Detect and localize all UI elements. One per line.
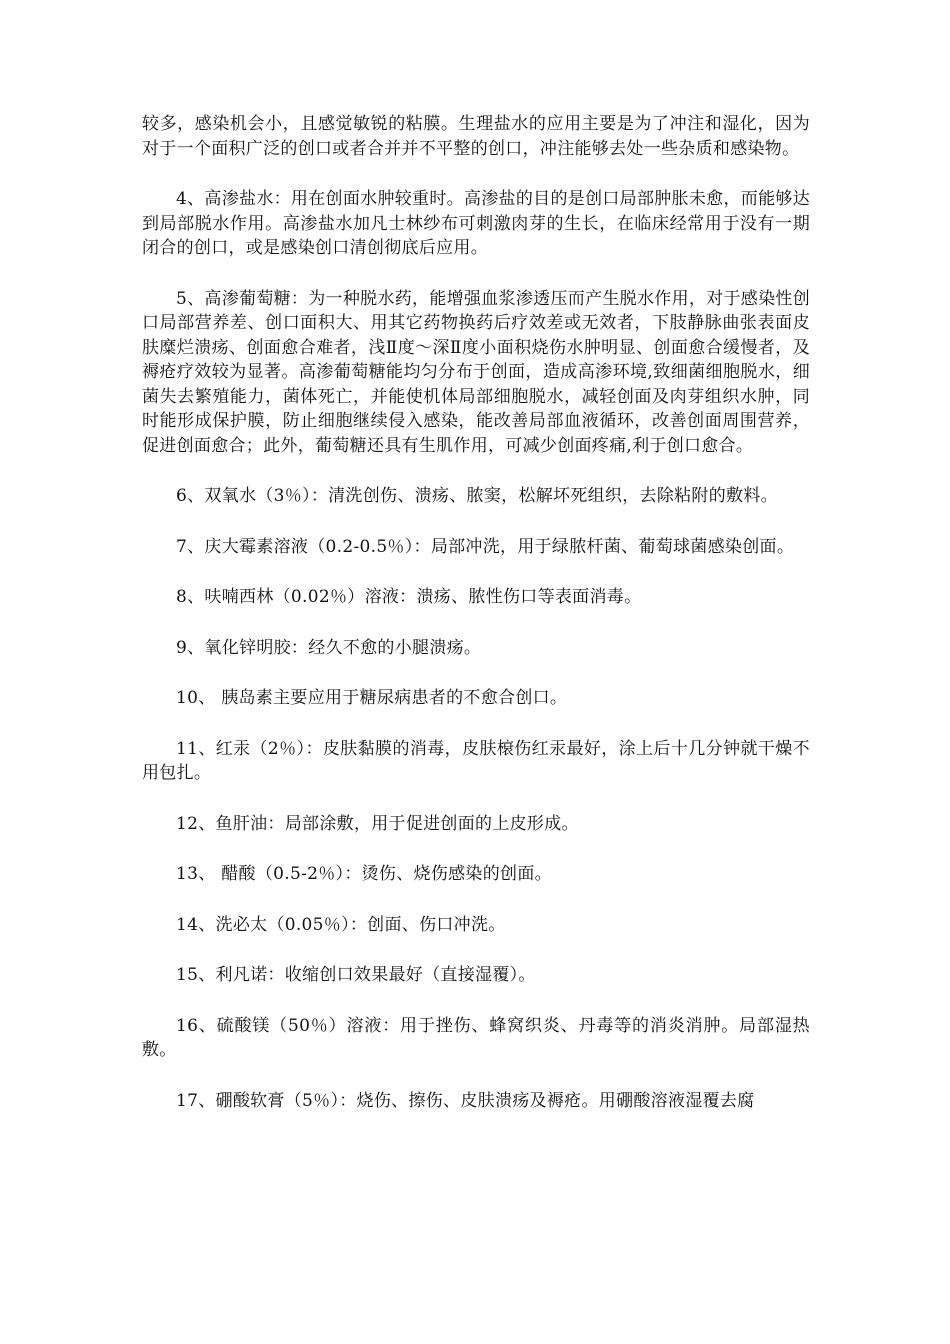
paragraph-item-4: 4、高渗盐水：用在创面水肿较重时。高渗盐的目的是创口局部肿胀未愈，而能够达到局部脱水作用。高渗盐水加凡士林纱布可刺激肉芽的生长，在临床经常用于没有一期闭合的创口，或是感染创口清创彻底后应用。 [142, 189, 810, 258]
paragraph-item-15: 15、利凡诺：收缩创口效果最好（直接湿覆）。 [176, 965, 536, 985]
paragraph-item-16: 16、硫酸镁（50％）溶液：用于挫伤、蜂窝织炎、丹毒等的消炎消肿。局部湿热敷。 [142, 1015, 810, 1060]
paragraph-item-9: 9、氧化锌明胶：经久不愈的小腿溃疡。 [176, 637, 482, 658]
paragraph-item-11: 11、红汞（2％）：皮肤黏膜的消毒，皮肤榱伤红汞最好，涂上后十几分钟就干燥不用包扎。 [142, 738, 810, 783]
paragraph-item-8: 8、呋喃西林（0.02％）溶液：溃疡、脓性伤口等表面消毒。 [176, 587, 642, 607]
paragraph-item-5: 5、高渗葡萄糖：为一种脱水药，能增强血浆渗透压而产生脱水作用，对于感染性创口局部营养差、创口面积大、用其它药物换药后疗效差或无效者，下肢静脉曲张表面皮肤糜烂溃疡、创面愈合难者，浅Ⅱ度～深Ⅱ度小面积烧伤水肿明显、创面愈合缓慢者，及褥疮疗效较为显著。高渗葡萄糖能均匀分布于创面，造成高渗环境,致细菌细胞脱水，细菌失去繁殖能力，菌体死亡，并能使机体局部细胞脱水，减轻创面及肉芽组织水肿，同时能形成保护膜，防止细胞继续侵入感染，能改善局部血液循环，改善创面周围营养，促进创面愈合；此外，葡萄糖还具有生肌作用，可减少创面疼痛,利于创口愈合。 [142, 288, 810, 456]
paragraph-item-12: 12、鱼肝油：局部涂敷，用于促进创面的上皮形成。 [176, 813, 579, 834]
document-page [142, 112, 810, 1139]
paragraph-item-10: 10、 胰岛素主要应用于糖尿病患者的不愈合创口。 [176, 688, 568, 708]
paragraph-item-6: 6、双氧水（3％）：清洗创伤、溃疡、脓窦，松解坏死组织，去除粘附的敷料。 [176, 486, 778, 506]
paragraph-item-14: 14、洗必太（0.05％）：创面、伤口冲洗。 [176, 914, 506, 935]
paragraph-item-7: 7、庆大霉素溶液（0.2-0.5％）：局部冲洗，用于绿脓杆菌、葡萄球菌感染创面。 [176, 536, 795, 557]
paragraph-continuation: 较多，感染机会小，且感觉敏锐的粘膜。生理盐水的应用主要是为了冲注和湿化，因为对于一个面积广泛的创口或者合并并不平整的创口，冲注能够去处一些杂质和感染物。 [142, 114, 810, 159]
paragraph-item-13: 13、 醋酸（0.5-2％）：烫伤、烧伤感染的创面。 [176, 864, 552, 884]
paragraph-item-17: 17、硼酸软膏（5％）：烧伤、擦伤、皮肤溃疡及褥疮。用硼酸溶液湿覆去腐 [176, 1090, 755, 1111]
